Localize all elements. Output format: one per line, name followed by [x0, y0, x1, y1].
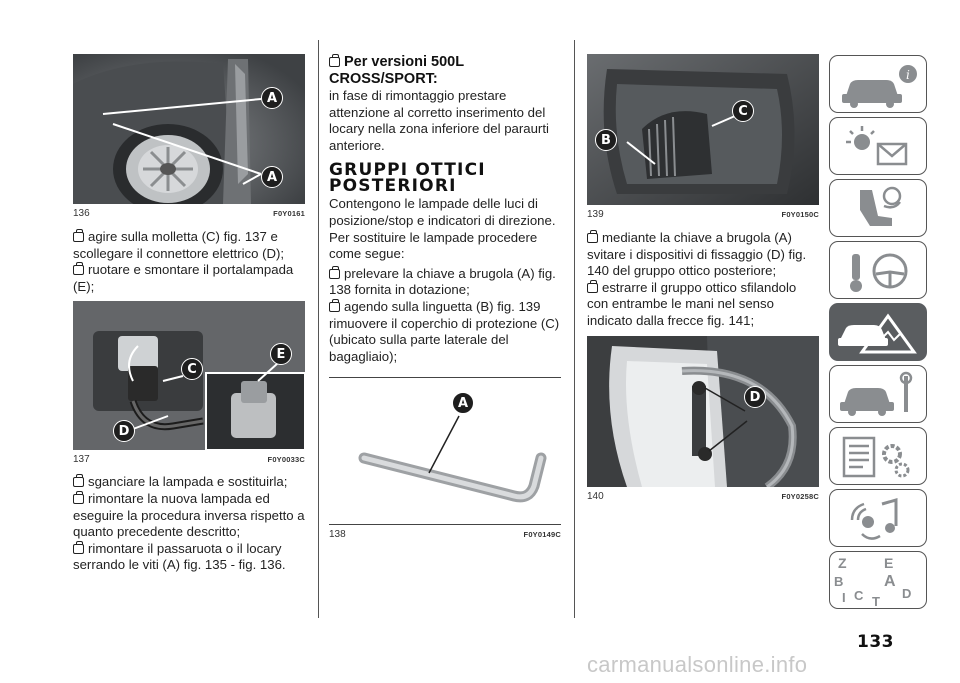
- multimedia-icon: [830, 490, 928, 548]
- index-letter: A: [884, 573, 896, 590]
- bullet-item: rimontare il passaruota o il locary serrando le viti (A) fig. 135 - fig. 136.: [73, 540, 286, 573]
- figure-140: [587, 336, 819, 487]
- column-2: [329, 54, 561, 540]
- column-1: [73, 54, 305, 574]
- callout-e: E: [270, 343, 292, 365]
- car-maintenance-icon: [830, 366, 928, 424]
- body-paragraph: Contengono le lampade delle luci di posizione/stop e indicatori di direzione. Per sostituire le lampade procedere come segue:: [329, 196, 556, 262]
- chapter-sidebar: [829, 55, 927, 613]
- figure-136-caption: [73, 204, 305, 219]
- column-divider-2: [574, 40, 575, 618]
- index-letter: D: [902, 586, 912, 601]
- index-letter: B: [834, 574, 844, 589]
- bullet-icon: [587, 233, 598, 243]
- tab-maintenance[interactable]: [829, 365, 927, 423]
- figure-138: [329, 377, 561, 525]
- tab-index[interactable]: [829, 551, 927, 609]
- callout-c: C: [732, 100, 754, 122]
- subheading: Per versioni 500L CROSS/SPORT:: [329, 54, 464, 87]
- figure-code: F0Y0149C: [523, 530, 561, 540]
- figure-code: F0Y0258C: [781, 491, 819, 501]
- callout-a-top: A: [261, 87, 283, 109]
- car-info-icon: [830, 56, 928, 114]
- callout-a: A: [452, 392, 474, 414]
- callout-a-bottom: A: [261, 166, 283, 188]
- figure-138-illustration: [329, 378, 561, 526]
- bullet-icon: [73, 265, 84, 275]
- emergency-triangle-icon: [830, 304, 928, 362]
- tab-technical-specs[interactable]: [829, 427, 927, 485]
- specs-gear-icon: [830, 428, 928, 486]
- figure-139: [587, 54, 819, 205]
- tab-multimedia[interactable]: [829, 489, 927, 547]
- callout-c: C: [181, 358, 203, 380]
- callout-d: D: [744, 386, 766, 408]
- tab-safety[interactable]: [829, 179, 927, 237]
- page-number: 133: [857, 632, 894, 652]
- tab-emergency[interactable]: [829, 303, 927, 361]
- bullet-item: mediante la chiave a brugola (A) svitare i dispositivi di fissaggio (D) fig. 140 del gruppo ottico posteriore;: [587, 230, 807, 279]
- figure-code: F0Y0161: [273, 209, 305, 218]
- bullet-item: prelevare la chiave a brugola (A) fig. 138 fornita in dotazione;: [329, 265, 556, 298]
- figure-136: [73, 54, 305, 204]
- figure-140-caption: [587, 487, 819, 502]
- section-heading: GRUPPI OTTICI POSTERIORI: [329, 160, 486, 197]
- figure-number: 139: [587, 209, 604, 220]
- index-letter: C: [854, 588, 864, 603]
- airbag-seat-icon: [830, 180, 928, 238]
- tab-starting-driving[interactable]: [829, 241, 927, 299]
- index-letter: T: [872, 594, 880, 609]
- bullet-item: agire sulla molletta (C) fig. 137 e scollegare il connettore elettrico (D);: [73, 229, 285, 261]
- lights-message-icon: [830, 118, 928, 176]
- figure-number: 138: [329, 529, 346, 541]
- watermark: carmanualsonline.info: [587, 652, 808, 677]
- bullet-icon: [329, 269, 340, 279]
- figure-138-caption: [329, 525, 561, 540]
- index-letter: Z: [838, 555, 847, 571]
- index-letter: I: [842, 590, 846, 605]
- bullet-icon: [587, 283, 598, 293]
- bullet-icon: [329, 302, 340, 312]
- bullet-icon: [73, 494, 84, 504]
- figure-139-illustration: [587, 54, 819, 205]
- figure-number: 137: [73, 454, 90, 466]
- figure-137: [73, 301, 305, 450]
- index-letter: E: [884, 555, 894, 571]
- figure-number: 136: [73, 208, 90, 219]
- bullet-icon: [73, 232, 84, 242]
- bullet-item: agendo sulla linguetta (B) fig. 139 rimuovere il coperchio di protezione (C) (ubicato sulla parte laterale del bagagliaio);: [329, 298, 560, 364]
- bullet-icon: [73, 477, 84, 487]
- column-divider-1: [318, 40, 319, 618]
- callout-b: B: [595, 129, 617, 151]
- bullet-item: rimontare la nuova lampada ed eseguire la procedura inversa rispetto a quanto precedente descritto;: [73, 490, 305, 540]
- figure-140-illustration: [587, 336, 819, 487]
- bullet-item: sganciare la lampada e sostituirla;: [73, 474, 305, 491]
- key-steering-icon: [830, 242, 928, 300]
- bullet-icon: [73, 544, 84, 554]
- bullet-item: ruotare e smontare il portalampada (E);: [73, 262, 294, 294]
- tab-car-info[interactable]: [829, 55, 927, 113]
- bullet-item: estrarre il gruppo ottico sfilandolo con entrambe le mani nel senso indicato dalla frecce fig. 141;: [587, 279, 797, 328]
- figure-number: 140: [587, 490, 604, 502]
- intro-paragraph: in fase di rimontaggio prestare attenzione al corretto inserimento del locary nella zona inferiore del paraurti anteriore.: [329, 88, 549, 153]
- figure-code: F0Y0150C: [781, 210, 819, 219]
- bullet-icon: [329, 57, 340, 67]
- tab-lights-messages[interactable]: [829, 117, 927, 175]
- callout-d: D: [113, 420, 135, 442]
- figure-139-caption: [587, 205, 819, 220]
- column-3: [587, 54, 819, 502]
- index-letters-icon: [830, 552, 928, 610]
- figure-code: F0Y0033C: [267, 455, 305, 465]
- svg-text:i: i: [906, 68, 910, 82]
- figure-137-caption: [73, 450, 305, 465]
